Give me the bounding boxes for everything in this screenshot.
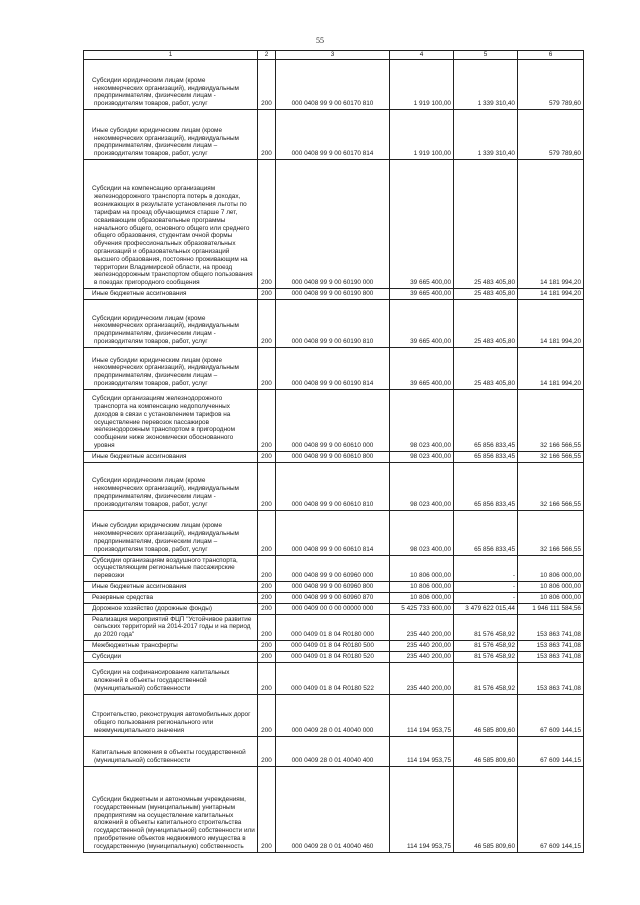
- row-code: 200: [258, 592, 276, 603]
- row-executed-amount: -: [454, 592, 518, 603]
- row-unexecuted-amount: 10 806 000,00: [518, 555, 584, 581]
- row-code: 200: [258, 462, 276, 510]
- table-row: [84, 662, 584, 694]
- budget-execution-table: [83, 50, 584, 853]
- table-row: [84, 694, 584, 736]
- row-approved-amount: 235 440 200,00: [390, 614, 454, 640]
- column-header-2: 2: [258, 51, 276, 60]
- row-name-text: Дорожное хозяйство (дорожные фонды): [92, 604, 212, 612]
- row-classification-code: 000 0409 01 8 04 R0180 000: [276, 614, 390, 640]
- row-approved-amount: 10 806 000,00: [390, 582, 454, 593]
- row-executed-amount: 25 483 405,80: [454, 299, 518, 347]
- row-classification-code: 000 0409 28 0 01 40040 460: [276, 766, 390, 852]
- row-name-text: Иные субсидии юридическим лицам (кроме некоммерческих организаций), индивидуальным предпринимателям, физическим лицам – производителям товаров, работ, услуг: [92, 356, 239, 387]
- row-name: [84, 651, 258, 662]
- row-classification-code: 000 0408 99 9 00 60610 000: [276, 389, 390, 451]
- row-executed-amount: 25 483 405,80: [454, 289, 518, 300]
- row-name-text: Иные бюджетные ассигнования: [92, 583, 187, 591]
- row-classification-code: 000 0409 01 8 04 R0180 522: [276, 662, 390, 694]
- row-name: [84, 347, 258, 389]
- row-approved-amount: 10 806 000,00: [390, 555, 454, 581]
- row-name-text: Субсидии юридическим лицам (кроме некоммерческих организаций), индивидуальным предпринимателям, физическим лицам - производителям товаров, работ, услуг: [92, 477, 239, 508]
- row-name: [84, 510, 258, 555]
- row-classification-code: 000 0408 99 9 00 60190 814: [276, 347, 390, 389]
- row-approved-amount: 98 023 400,00: [390, 389, 454, 451]
- column-header-5: 5: [454, 51, 518, 60]
- row-name: [84, 160, 258, 289]
- row-unexecuted-amount: 32 166 566,55: [518, 451, 584, 462]
- row-name: [84, 110, 258, 160]
- row-name-text: Субсидии организациям воздушного транспорта, осуществляющим региональные пассажирские перевозки: [92, 556, 238, 580]
- row-classification-code: 000 0408 99 9 00 60960 800: [276, 582, 390, 593]
- row-executed-amount: 65 856 833,45: [454, 510, 518, 555]
- row-approved-amount: 235 440 200,00: [390, 640, 454, 651]
- row-name-text: Иные субсидии юридическим лицам (кроме некоммерческих организаций), индивидуальным предпринимателям, физическим лицам – производителям товаров, работ, услуг: [92, 126, 239, 158]
- row-name-text: Капитальные вложения в объекты государственной (муниципальной) собственности: [92, 748, 246, 764]
- row-code: 200: [258, 389, 276, 451]
- table-row: [84, 389, 584, 451]
- row-name: [84, 555, 258, 581]
- row-unexecuted-amount: 153 863 741,08: [518, 651, 584, 662]
- row-unexecuted-amount: 153 863 741,08: [518, 614, 584, 640]
- row-code: 200: [258, 662, 276, 694]
- row-code: 200: [258, 736, 276, 766]
- table-row: [84, 651, 584, 662]
- row-approved-amount: 1 919 100,00: [390, 60, 454, 110]
- row-unexecuted-amount: 10 806 000,00: [518, 582, 584, 593]
- row-name: [84, 662, 258, 694]
- row-name: [84, 694, 258, 736]
- row-code: 200: [258, 582, 276, 593]
- row-code: 200: [258, 110, 276, 160]
- row-unexecuted-amount: 153 863 741,08: [518, 640, 584, 651]
- row-code: 200: [258, 640, 276, 651]
- row-approved-amount: 10 806 000,00: [390, 592, 454, 603]
- row-name-text: Иные бюджетные ассигнования: [92, 290, 187, 297]
- table-row: [84, 451, 584, 462]
- row-name: [84, 462, 258, 510]
- row-name-text: Строительство, реконструкция автомобильных дорог общего пользования регионального или межмуниципального значения: [92, 711, 251, 734]
- row-approved-amount: 235 440 200,00: [390, 662, 454, 694]
- column-header-3: 3: [276, 51, 390, 60]
- row-executed-amount: 46 585 809,60: [454, 736, 518, 766]
- row-executed-amount: 81 576 458,92: [454, 651, 518, 662]
- column-header-1: 1: [84, 51, 258, 60]
- row-code: 200: [258, 510, 276, 555]
- row-name-text: Иные бюджетные ассигнования: [92, 452, 187, 460]
- row-classification-code: 000 0409 00 0 00 00000 000: [276, 603, 390, 614]
- row-approved-amount: 5 425 733 600,00: [390, 603, 454, 614]
- row-name-text: Субсидии юридическим лицам (кроме некоммерческих организаций), индивидуальным предпринимателям, физическим лицам - производителям товаров, работ, услуг: [92, 314, 239, 345]
- row-approved-amount: 1 919 100,00: [390, 110, 454, 160]
- column-header-4: 4: [390, 51, 454, 60]
- row-name-text: Субсидии бюджетным и автономным учреждениям, государственным (муниципальным) унитарным предприятиям на осуществление капитальных вложений в объекты капитального строительства государственной (муниципальной) собственности или приобретение объектов недвижимого имущества в государственную (муниципальную) собственность: [92, 795, 255, 850]
- row-executed-amount: 1 339 310,40: [454, 60, 518, 110]
- row-unexecuted-amount: 32 166 566,55: [518, 462, 584, 510]
- row-unexecuted-amount: 579 789,60: [518, 60, 584, 110]
- row-unexecuted-amount: 67 609 144,15: [518, 736, 584, 766]
- row-executed-amount: 65 856 833,45: [454, 462, 518, 510]
- row-name: [84, 614, 258, 640]
- row-name: [84, 289, 258, 300]
- row-classification-code: 000 0408 99 9 00 60610 800: [276, 451, 390, 462]
- table-row: [84, 462, 584, 510]
- row-code: 200: [258, 289, 276, 300]
- row-unexecuted-amount: 153 863 741,08: [518, 662, 584, 694]
- row-name: [84, 603, 258, 614]
- row-code: 200: [258, 347, 276, 389]
- row-executed-amount: 65 856 833,45: [454, 389, 518, 451]
- row-unexecuted-amount: 67 609 144,15: [518, 766, 584, 852]
- row-code: 200: [258, 160, 276, 289]
- row-executed-amount: 25 483 405,80: [454, 160, 518, 289]
- row-classification-code: 000 0408 99 9 00 60170 814: [276, 110, 390, 160]
- table-row: [84, 510, 584, 555]
- row-name: [84, 451, 258, 462]
- row-name-text: Субсидии юридическим лицам (кроме некоммерческих организаций), индивидуальным предпринимателям, физическим лицам - производителям товаров, работ, услуг: [92, 76, 239, 108]
- row-classification-code: 000 0408 99 9 00 60190 000: [276, 160, 390, 289]
- row-unexecuted-amount: 579 789,60: [518, 110, 584, 160]
- row-classification-code: 000 0409 28 0 01 40040 000: [276, 694, 390, 736]
- row-classification-code: 000 0409 01 8 04 R0180 520: [276, 651, 390, 662]
- row-classification-code: 000 0408 99 9 00 60610 810: [276, 462, 390, 510]
- row-executed-amount: 81 576 458,92: [454, 640, 518, 651]
- row-unexecuted-amount: 67 609 144,15: [518, 694, 584, 736]
- row-name: [84, 592, 258, 603]
- row-code: 200: [258, 766, 276, 852]
- table-row: [84, 582, 584, 593]
- table-row: [84, 640, 584, 651]
- table-row: [84, 347, 584, 389]
- table-row: [84, 160, 584, 289]
- row-approved-amount: 114 194 953,75: [390, 694, 454, 736]
- row-code: 200: [258, 694, 276, 736]
- row-executed-amount: -: [454, 555, 518, 581]
- row-code: 200: [258, 299, 276, 347]
- row-code: 200: [258, 603, 276, 614]
- row-name-text: Субсидии: [92, 652, 122, 660]
- row-code: 200: [258, 60, 276, 110]
- row-approved-amount: 39 665 400,00: [390, 289, 454, 300]
- row-executed-amount: 65 856 833,45: [454, 451, 518, 462]
- row-name-text: Субсидии на софинансирование капитальных вложений в объекты государственной (муниципальной) собственности: [92, 669, 230, 692]
- table-row: [84, 592, 584, 603]
- row-executed-amount: -: [454, 582, 518, 593]
- row-executed-amount: 46 585 809,60: [454, 766, 518, 852]
- table-body: [84, 60, 584, 853]
- row-name: [84, 299, 258, 347]
- row-executed-amount: 1 339 310,40: [454, 110, 518, 160]
- page-number: 55: [316, 36, 324, 45]
- row-unexecuted-amount: 1 946 111 584,56: [518, 603, 584, 614]
- row-approved-amount: 235 440 200,00: [390, 651, 454, 662]
- row-approved-amount: 114 194 953,75: [390, 766, 454, 852]
- row-name: [84, 60, 258, 110]
- row-unexecuted-amount: 10 806 000,00: [518, 592, 584, 603]
- row-name-text: Резервные средства: [92, 593, 154, 601]
- row-classification-code: 000 0408 99 9 00 60960 000: [276, 555, 390, 581]
- row-code: 200: [258, 555, 276, 581]
- column-header-6: 6: [518, 51, 584, 60]
- table-row: [84, 110, 584, 160]
- table-row: [84, 603, 584, 614]
- table-row: [84, 555, 584, 581]
- row-approved-amount: 39 665 400,00: [390, 347, 454, 389]
- row-unexecuted-amount: 32 166 566,55: [518, 389, 584, 451]
- row-unexecuted-amount: 14 181 994,20: [518, 299, 584, 347]
- row-executed-amount: 3 479 622 015,44: [454, 603, 518, 614]
- row-classification-code: 000 0408 99 9 00 60190 810: [276, 299, 390, 347]
- row-approved-amount: 39 665 400,00: [390, 160, 454, 289]
- table-row: [84, 766, 584, 852]
- row-classification-code: 000 0409 28 0 01 40040 400: [276, 736, 390, 766]
- row-executed-amount: 81 576 458,92: [454, 614, 518, 640]
- row-executed-amount: 46 585 809,60: [454, 694, 518, 736]
- row-code: 200: [258, 614, 276, 640]
- table-row: [84, 60, 584, 110]
- row-approved-amount: 98 023 400,00: [390, 510, 454, 555]
- row-name-text: Реализация мероприятий ФЦП "Устойчивое развитие сельских территорий на 2014-2017 годы и на период до 2020 года": [92, 615, 252, 639]
- table-row: [84, 614, 584, 640]
- row-executed-amount: 81 576 458,92: [454, 662, 518, 694]
- table-row: [84, 299, 584, 347]
- row-name: [84, 766, 258, 852]
- row-classification-code: 000 0408 99 9 00 60610 814: [276, 510, 390, 555]
- row-approved-amount: 114 194 953,75: [390, 736, 454, 766]
- row-name: [84, 389, 258, 451]
- table-row: [84, 289, 584, 300]
- row-code: 200: [258, 651, 276, 662]
- row-classification-code: 000 0408 99 9 00 60960 870: [276, 592, 390, 603]
- row-classification-code: 000 0408 99 9 00 60190 800: [276, 289, 390, 300]
- row-name-text: Субсидии организациям железнодорожного транспорта на компенсацию недополученных доходов в связи с установлением тарифов на осуществление перевозок пассажиров железнодорожным транспортом в пригородном сообщении ниже экономически обоснованного уровня: [92, 395, 235, 449]
- row-executed-amount: 25 483 405,80: [454, 347, 518, 389]
- row-approved-amount: 98 023 400,00: [390, 451, 454, 462]
- row-name-text: Субсидии на компенсацию организациям железнодорожного транспорта потерь в доходах, возникающих в результате установления льготы по тарифам на проезд обучающимся старше 7 лет, осваивающим образовательные программы начального общего, основного общего или среднего общего образования, студентам очной формы обучения профессиональных образовательных организаций и образовательных организаций высшего образования, постоянно проживающим на территории Владимирской области, на проезд железнодорожным транспортом общего пользования в поездах пригородного сообщения: [92, 185, 253, 287]
- row-name-text: Иные субсидии юридическим лицам (кроме некоммерческих организаций), индивидуальным предпринимателям, физическим лицам – производителям товаров, работ, услуг: [92, 522, 239, 553]
- row-approved-amount: 39 665 400,00: [390, 299, 454, 347]
- row-classification-code: 000 0409 01 8 04 R0180 500: [276, 640, 390, 651]
- row-unexecuted-amount: 14 181 994,20: [518, 347, 584, 389]
- row-name: [84, 640, 258, 651]
- row-approved-amount: 98 023 400,00: [390, 462, 454, 510]
- row-name: [84, 582, 258, 593]
- table-header-row: [84, 51, 584, 60]
- row-name: [84, 736, 258, 766]
- table-row: [84, 736, 584, 766]
- row-classification-code: 000 0408 99 9 00 60170 810: [276, 60, 390, 110]
- row-unexecuted-amount: 14 181 994,20: [518, 289, 584, 300]
- row-name-text: Межбюджетные трансферты: [92, 641, 178, 649]
- row-code: 200: [258, 451, 276, 462]
- row-unexecuted-amount: 32 166 566,55: [518, 510, 584, 555]
- row-unexecuted-amount: 14 181 994,20: [518, 160, 584, 289]
